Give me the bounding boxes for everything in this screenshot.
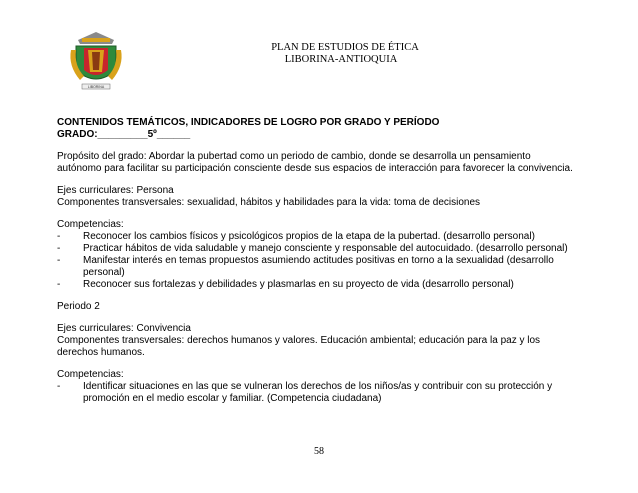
list-item: - Manifestar interés en temas propuestos asumiendo actitudes positivas en torno a la sexualidad (desarrollo personal) <box>57 255 554 278</box>
header-subtitle: LIBORINA-ANTIOQUIA <box>284 54 398 65</box>
purpose-paragraph: Propósito del grado: Abordar la pubertad como un periodo de cambio, donde se desarrolla un pensamiento autónomo para facilitar su participación consciente desde sus espacios de interacción para favorecer la convivencia. <box>57 151 573 174</box>
curricular-axes-2: Ejes curriculares: Convivencia <box>57 323 191 334</box>
grade-line: GRADO:_________5º______ <box>57 129 191 140</box>
curricular-axes-1: Ejes curriculares: Persona <box>57 185 174 196</box>
list-item: - Identificar situaciones en las que se vulneran los derechos de los niños/as y contribuir con su protección y promoción en el medio escolar y familiar. (Competencia ciudadana) <box>57 381 553 404</box>
transversal-components-1: Componentes transversales: sexualidad, hábitos y habilidades para la vida: toma de decisiones <box>57 197 481 208</box>
municipal-seal-icon <box>66 26 126 96</box>
competencies-label-2: Competencias: <box>57 369 124 380</box>
svg-text:LIBORINA: LIBORINA <box>87 85 105 89</box>
period-heading: Periodo 2 <box>57 301 100 312</box>
list-item: - Reconocer los cambios físicos y psicológicos propios de la etapa de la pubertad. (desarrollo personal) <box>57 231 535 242</box>
list-item: - Reconocer sus fortalezas y debilidades y plasmarlas en su proyecto de vida (desarrollo personal) <box>57 279 514 290</box>
competencies-label-1: Competencias: <box>57 219 124 230</box>
section-title: CONTENIDOS TEMÁTICOS, INDICADORES DE LOGRO POR GRADO Y PERÍODO <box>57 117 440 128</box>
list-item: - Practicar hábitos de vida saludable y manejo consciente y responsable del autocuidado. (desarrollo personal) <box>57 243 568 254</box>
page-number: 58 <box>314 446 324 457</box>
header-title: PLAN DE ESTUDIOS DE ÉTICA <box>271 42 419 53</box>
transversal-components-2: Componentes transversales: derechos humanos y valores. Educación ambiental; educación para la paz y los derechos humanos. <box>57 335 541 358</box>
document-body <box>57 117 577 405</box>
